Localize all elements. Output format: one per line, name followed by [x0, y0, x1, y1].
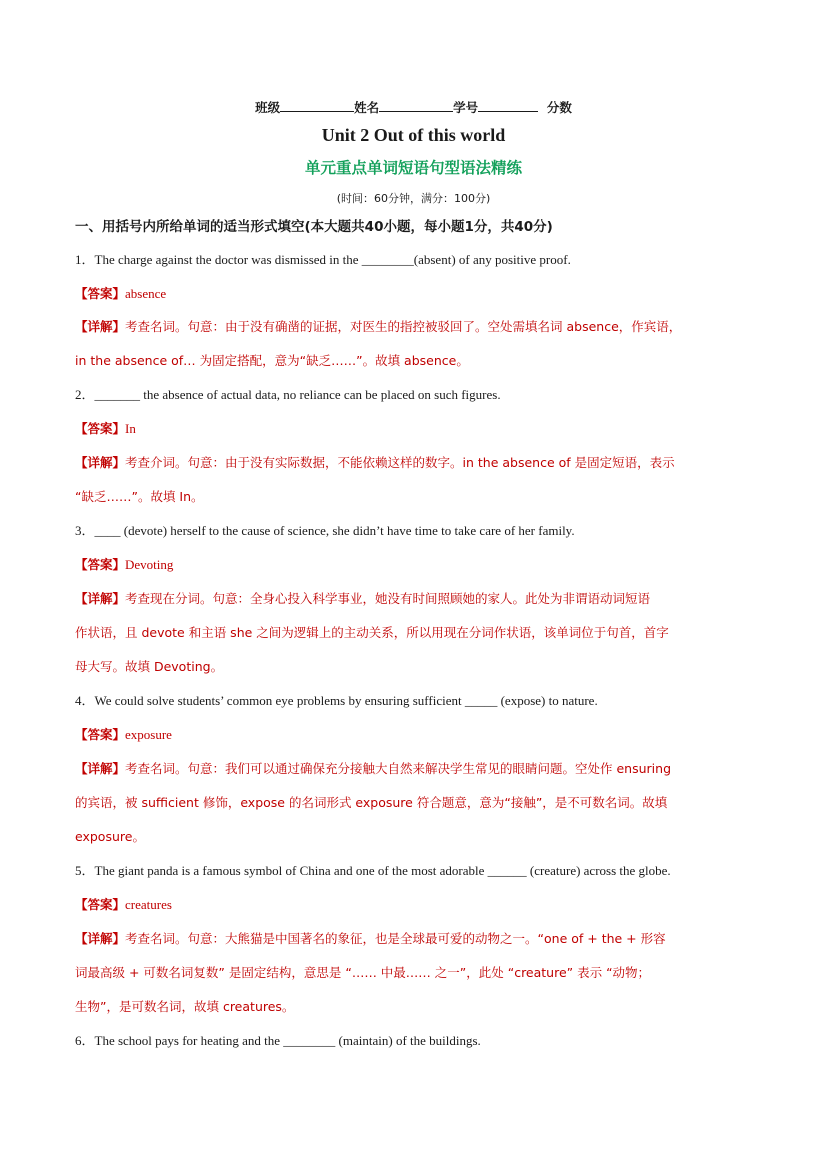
answer-2	[75, 420, 765, 437]
detail-tag: 【详解】	[75, 455, 126, 470]
detail-4-line-2: 的宾语，被 sufficient 修饰，expose 的名词形式 exposure 符合题意，意为“接触”，是不可数名词。故填	[75, 795, 668, 810]
sub-title: 单元重点单词短语句型语法精练	[304, 159, 522, 177]
detail-4-line-1	[75, 760, 765, 777]
class-label: 班级	[255, 100, 281, 115]
detail-text: 考查名词。句意：大熊猫是中国著名的象征，也是全球最可爱的动物之一。“one of + the + 形容	[125, 931, 666, 946]
score-label: 分数	[546, 100, 572, 115]
name-label: 姓名	[354, 100, 380, 115]
detail-tag: 【详解】	[75, 761, 126, 776]
detail-2-line-1	[75, 454, 765, 471]
number-blank[interactable]	[478, 99, 538, 112]
detail-tag: 【详解】	[75, 931, 126, 946]
question-1: 1．The charge against the doctor was dismissed in the ________(absent) of any positive proof.	[75, 252, 571, 267]
detail-text: 考查名词。句意：我们可以通过确保充分接触大自然来解决学生常见的眼睛问题。空处作 ensuring	[125, 761, 672, 776]
question-4: 4．We could solve students’ common eye problems by ensuring sufficient _____ (expose) to nature.	[75, 693, 598, 708]
answer-value: absence	[125, 286, 167, 301]
number-label: 学号	[453, 100, 479, 115]
answer-tag: 【答案】	[75, 897, 126, 912]
detail-text: 考查介词。句意：由于没有实际数据，不能依赖这样的数字。in the absence of 是固定短语，表示	[125, 455, 675, 470]
answer-tag: 【答案】	[75, 421, 126, 436]
question-2: 2．_______ the absence of actual data, no reliance can be placed on such figures.	[75, 387, 501, 402]
answer-value: In	[125, 421, 136, 436]
detail-tag: 【详解】	[75, 319, 126, 334]
section-heading: 一、用括号内所给单词的适当形式填空(本大题共40小题，每小题1分，共40分)	[75, 219, 553, 235]
answer-value: exposure	[125, 727, 172, 742]
detail-text: 考查名词。句意：由于没有确凿的证据，对医生的指控被驳回了。空处需填名词 absence，作宾语，	[125, 319, 682, 334]
question-5: 5．The giant panda is a famous symbol of China and one of the most adorable ______ (creature) across the globe.	[75, 863, 671, 878]
student-info-line	[0, 98, 827, 116]
unit-title: Unit 2 Out of this world	[321, 125, 506, 145]
answer-value: creatures	[125, 897, 172, 912]
answer-tag: 【答案】	[75, 727, 126, 742]
answer-tag: 【答案】	[75, 286, 126, 301]
answer-4	[75, 726, 765, 743]
detail-4-line-3: exposure。	[75, 829, 145, 844]
question-6: 6．The school pays for heating and the ________ (maintain) of the buildings.	[75, 1033, 481, 1048]
class-blank[interactable]	[280, 99, 354, 112]
detail-1-line-1	[75, 318, 765, 335]
detail-3-line-2: 作状语，且 devote 和主语 she 之间为逻辑上的主动关系，所以用现在分词作状语，该单词位于句首，首字	[75, 625, 669, 640]
answer-3	[75, 556, 765, 573]
detail-text: 考查现在分词。句意：全身心投入科学事业，她没有时间照顾她的家人。此处为非谓语动词短语	[125, 591, 651, 606]
detail-tag: 【详解】	[75, 591, 126, 606]
detail-3-line-3: 母大写。故填 Devoting。	[75, 659, 224, 674]
detail-5-line-2: 词最高级 + 可数名词复数” 是固定结构，意思是 “…… 中最…… 之一”，此处 “creature” 表示 “动物；	[75, 965, 651, 980]
question-3: 3．____ (devote) herself to the cause of science, she didn’t have time to take care of her family.	[75, 523, 575, 538]
answer-1	[75, 285, 765, 302]
detail-2-line-2: “缺乏……”。故填 In。	[75, 489, 204, 504]
time-info: (时间：60分钟，满分：100分)	[336, 192, 491, 205]
detail-3-line-1	[75, 590, 765, 607]
answer-5	[75, 896, 765, 913]
name-blank[interactable]	[379, 99, 453, 112]
answer-value: Devoting	[125, 557, 174, 572]
detail-1-line-2: in the absence of… 为固定搭配，意为“缺乏……”。故填 absence。	[75, 353, 469, 368]
detail-5-line-3: 生物”，是可数名词，故填 creatures。	[75, 999, 295, 1014]
answer-tag: 【答案】	[75, 557, 126, 572]
detail-5-line-1	[75, 930, 765, 947]
